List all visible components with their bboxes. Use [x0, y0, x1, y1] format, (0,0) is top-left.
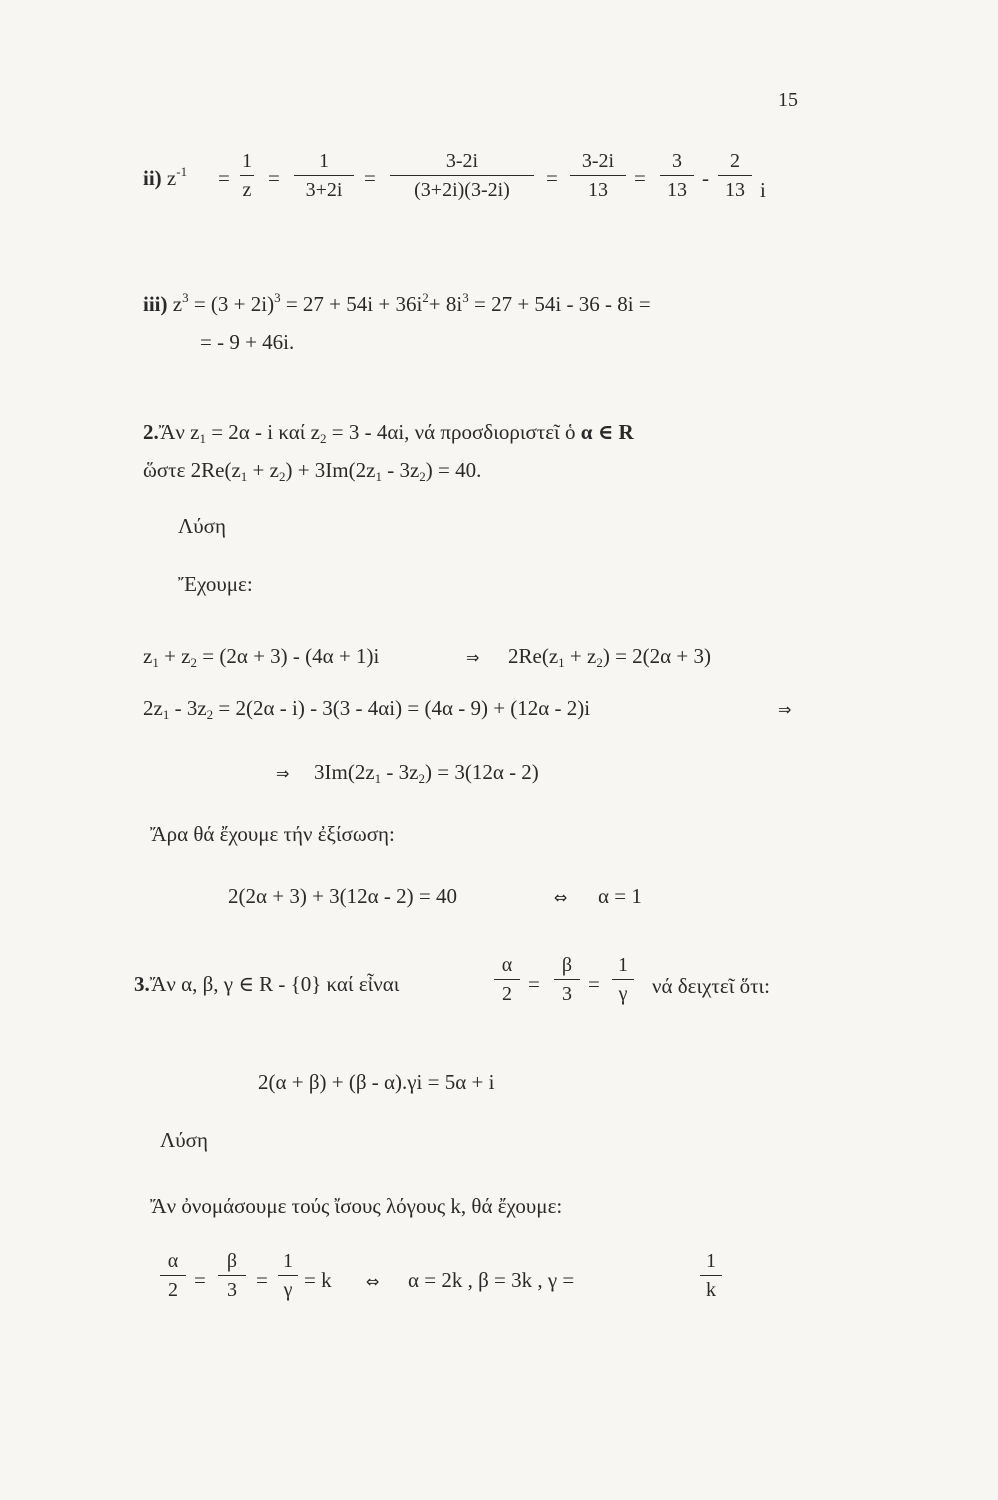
numerator: β	[226, 1250, 238, 1272]
text: 3Im(2z	[314, 760, 375, 784]
iff-arrow: ⇔	[366, 1272, 380, 1291]
text: ) = 3(12α - 2)	[424, 760, 539, 784]
iff-arrow: ⇔	[554, 888, 568, 907]
subscript: 1	[152, 655, 159, 670]
term: z	[172, 292, 183, 316]
fraction-2-over-13	[718, 150, 752, 201]
final-equation: 2(2α + 3) + 3(12α - 2) = 40	[228, 884, 458, 908]
subscript: 1	[162, 707, 170, 722]
term: + 8i	[428, 292, 463, 316]
exponent: 2	[422, 290, 429, 305]
exercise-3-text	[134, 972, 399, 996]
item-label: iii)	[143, 292, 168, 316]
fraction-1-over-z	[240, 150, 254, 201]
equals-sign: =	[634, 166, 646, 190]
numerator: 1	[319, 150, 329, 172]
equals-sign: =	[528, 972, 540, 996]
fraction-beta-over-3	[218, 1250, 246, 1301]
text: = 2(2α - i) - 3(3 - 4αi) = (4α - 9) + (12α - 2)i	[213, 696, 591, 720]
implies-arrow: ⇒	[778, 700, 792, 719]
numerator: 3-2i	[581, 150, 615, 172]
text: ὥστε 2Re(z	[143, 458, 241, 482]
fraction-alpha-over-2	[160, 1250, 186, 1301]
fraction-1-over-gamma	[612, 954, 634, 1005]
text: ) = 2(2α + 3)	[602, 644, 711, 668]
text: Ἄν z	[158, 420, 200, 444]
subscript: 2	[418, 771, 425, 786]
text: Ἄν α, β, γ ∈ R - {0} καί εἶναι	[149, 972, 400, 996]
fraction-alpha-over-2	[494, 954, 520, 1005]
equals-sign: =	[256, 1268, 268, 1292]
numerator: 1	[283, 1250, 293, 1272]
text: z	[143, 644, 153, 668]
imaginary-unit: i	[760, 178, 766, 202]
numerator: 3-2i	[445, 150, 479, 172]
equals-sign: =	[218, 166, 230, 190]
exponent: 3	[182, 290, 189, 305]
text: 2Re(z	[508, 644, 559, 668]
denominator: 2	[168, 1279, 178, 1301]
term: = (3 + 2i)	[193, 292, 275, 316]
numerator: α	[167, 1250, 179, 1272]
subscript: 1	[558, 655, 565, 670]
equation-real-part	[508, 644, 711, 671]
exercise-2-line-1	[143, 420, 634, 447]
denominator: 2	[502, 983, 512, 1005]
fraction-3-over-13	[660, 150, 694, 201]
page-number: 15	[778, 89, 798, 111]
numerator: 1	[242, 150, 252, 172]
exercise-number: 2.	[143, 420, 159, 444]
subscript: 1	[240, 469, 248, 484]
denominator: z	[242, 179, 252, 201]
solution-heading: Λύση	[160, 1128, 208, 1152]
implies-arrow: ⇒	[466, 648, 480, 667]
equals-sign: =	[194, 1268, 206, 1292]
denominator: 13	[725, 179, 745, 201]
subscript: 1	[374, 771, 382, 786]
text: = 2α - i καί z	[205, 420, 320, 444]
exponent: 3	[462, 290, 469, 305]
item-iii-line-2: = - 9 + 46i.	[200, 330, 295, 354]
item-ii-label	[143, 166, 187, 193]
denominator: 3	[562, 983, 572, 1005]
subscript: 2	[206, 707, 214, 722]
equals-sign: =	[364, 166, 376, 190]
denominator: (3+2i)(3-2i)	[414, 179, 510, 201]
text: + z	[564, 644, 597, 668]
fraction-over-13	[570, 150, 626, 201]
text: α ∈ R	[580, 420, 634, 444]
solution-intro: Ἔχουμε:	[178, 572, 253, 596]
text: - 3z	[381, 458, 420, 482]
fraction-1-over-k	[700, 1250, 722, 1301]
subscript: 1	[375, 469, 382, 484]
text: + z	[247, 458, 279, 482]
text: - 3z	[169, 696, 207, 720]
fraction-beta-over-3	[554, 954, 580, 1005]
numerator: 1	[706, 1250, 716, 1272]
equals-sign: =	[588, 972, 600, 996]
equation-difference	[143, 696, 590, 723]
text: - 3z	[381, 760, 419, 784]
exponent: 3	[274, 290, 281, 305]
text: ) + 3Im(2z	[285, 458, 376, 482]
fraction-1-over-gamma	[278, 1250, 298, 1301]
implies-arrow: ⇒	[276, 764, 290, 783]
text: = (2α + 3) - (4α + 1)i	[197, 644, 380, 668]
denominator: 13	[667, 179, 687, 201]
numerator: 1	[618, 954, 628, 976]
item-label: ii)	[143, 166, 162, 190]
conclusion-text: Ἄρα θά ἔχουμε τήν ἐξίσωση:	[150, 822, 395, 846]
text: 2z	[143, 696, 163, 720]
subscript: 2	[419, 469, 426, 484]
solution-heading: Λύση	[178, 514, 226, 538]
denominator: 13	[588, 179, 608, 201]
exercise-number: 3.	[134, 972, 150, 996]
equals-sign: =	[546, 166, 558, 190]
item-iii-line-1	[143, 292, 651, 319]
subscript: 2	[278, 469, 286, 484]
subscript: 2	[319, 431, 327, 446]
solution-intro: Ἄν ὀνομάσουμε τούς ἴσους λόγους k, θά ἔχουμε:	[150, 1194, 563, 1218]
numerator: 3	[672, 150, 682, 172]
variable-z: z	[166, 166, 177, 190]
equation-sum	[143, 644, 379, 671]
subscript: 2	[190, 655, 197, 670]
text: + z	[158, 644, 191, 668]
exercise-3-claim: 2(α + β) + (β - α).γi = 5α + i	[258, 1070, 495, 1094]
exponent: -1	[176, 164, 188, 179]
numerator: β	[561, 954, 573, 976]
exercise-2-line-2	[143, 458, 481, 485]
denominator: γ	[283, 1279, 293, 1301]
denominator: 3	[227, 1279, 237, 1301]
final-result: α = 1	[598, 884, 642, 908]
numerator: α	[501, 954, 513, 976]
fraction-1-over-3plus2i	[294, 150, 354, 201]
equals-k: = k	[304, 1268, 332, 1292]
text: ) = 40.	[425, 458, 482, 482]
denominator: γ	[618, 983, 628, 1005]
minus-sign: -	[702, 166, 709, 190]
denominator: 3+2i	[305, 179, 343, 201]
solution-result: α = 2k , β = 3k , γ =	[408, 1268, 575, 1292]
equals-sign: =	[268, 166, 280, 190]
equation-imag-part	[314, 760, 539, 787]
term: = 27 + 54i - 36 - 8i =	[473, 292, 651, 316]
subscript: 1	[199, 431, 206, 446]
fraction-conjugate	[390, 150, 534, 201]
text: = 3 - 4αi, νά προσδιοριστεῖ ὁ	[326, 420, 581, 444]
exercise-3-prompt: νά δειχτεῖ ὅτι:	[652, 974, 771, 998]
numerator: 2	[730, 150, 740, 172]
term: = 27 + 54i + 36i	[285, 292, 423, 316]
subscript: 2	[596, 655, 603, 670]
denominator: k	[706, 1279, 716, 1301]
